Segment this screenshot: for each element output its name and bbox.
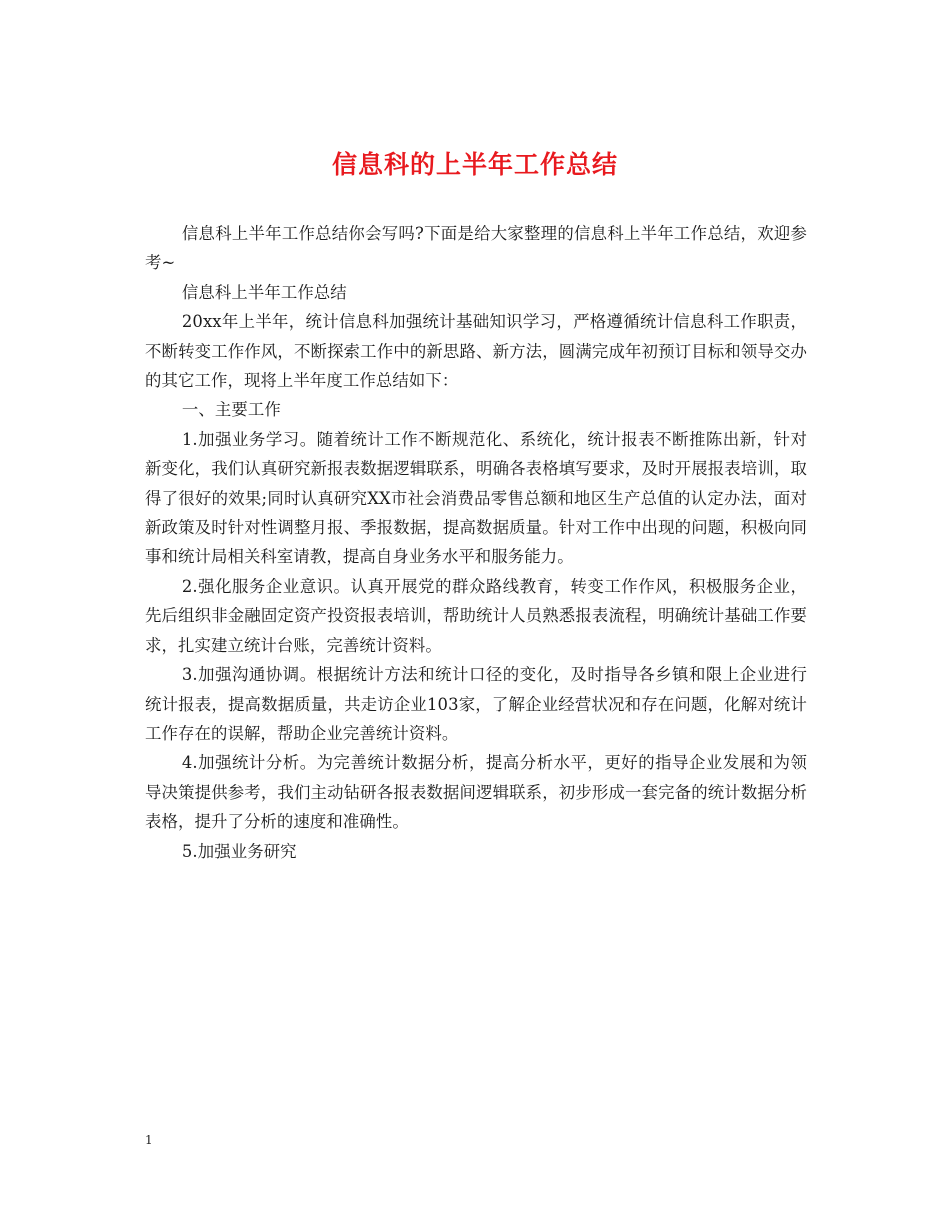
work-item-4: 4.加强统计分析。为完善统计数据分析，提高分析水平，更好的指导企业发展和为领导决策提供参考，我们主动钻研各报表数据间逻辑联系，初步形成一套完备的统计数据分析表格，提升了分析的速度和准确性。 — [145, 753, 807, 832]
intro-paragraph: 信息科上半年工作总结你会写吗?下面是给大家整理的信息科上半年工作总结，欢迎参考~ — [145, 224, 807, 273]
section-heading: 信息科上半年工作总结 — [181, 282, 347, 302]
work-item-3: 3.加强沟通协调。根据统计方法和统计口径的变化，及时指导各乡镇和限上企业进行统计报表，提高数据质量，共走访企业103家，了解企业经营状况和存在问题，化解对统计工作存在的误解，帮助企业完善统计资料。 — [145, 665, 807, 743]
main-work-heading: 一、主要工作 — [181, 400, 281, 420]
summary-paragraph: 20xx年上半年，统计信息科加强统计基础知识学习，严格遵循统计信息科工作职责，不断转变工作作风，不断探索工作中的新思路、新方法，圆满完成年初预订目标和领导交办的其它工作，现将上半年度工作总结如下： — [145, 312, 807, 391]
work-item-1: 1.加强业务学习。随着统计工作不断规范化、系统化，统计报表不断推陈出新，针对新变化，我们认真研究新报表数据逻辑联系，明确各表格填写要求，及时开展报表培训，取得了很好的效果;同时认真研究XX市社会消费品零售总额和地区生产总值的认定办法，面对新政策及时针对性调整月报、季报数据，提高数据质量。针对工作中出现的问题，积极向同事和统计局相关科室请教，提高自身业务水平和服务能力。 — [145, 429, 807, 567]
document-body — [145, 219, 807, 866]
document-title: 信息科的上半年工作总结 — [331, 150, 618, 179]
page-number: 1 — [145, 1133, 153, 1147]
work-item-5: 5.加强业务研究 — [181, 841, 297, 861]
work-item-2: 2.强化服务企业意识。认真开展党的群众路线教育，转变工作作风，积极服务企业，先后组织非金融固定资产投资报表培训，帮助统计人员熟悉报表流程，明确统计基础工作要求，扎实建立统计台账，完善统计资料。 — [145, 576, 807, 655]
